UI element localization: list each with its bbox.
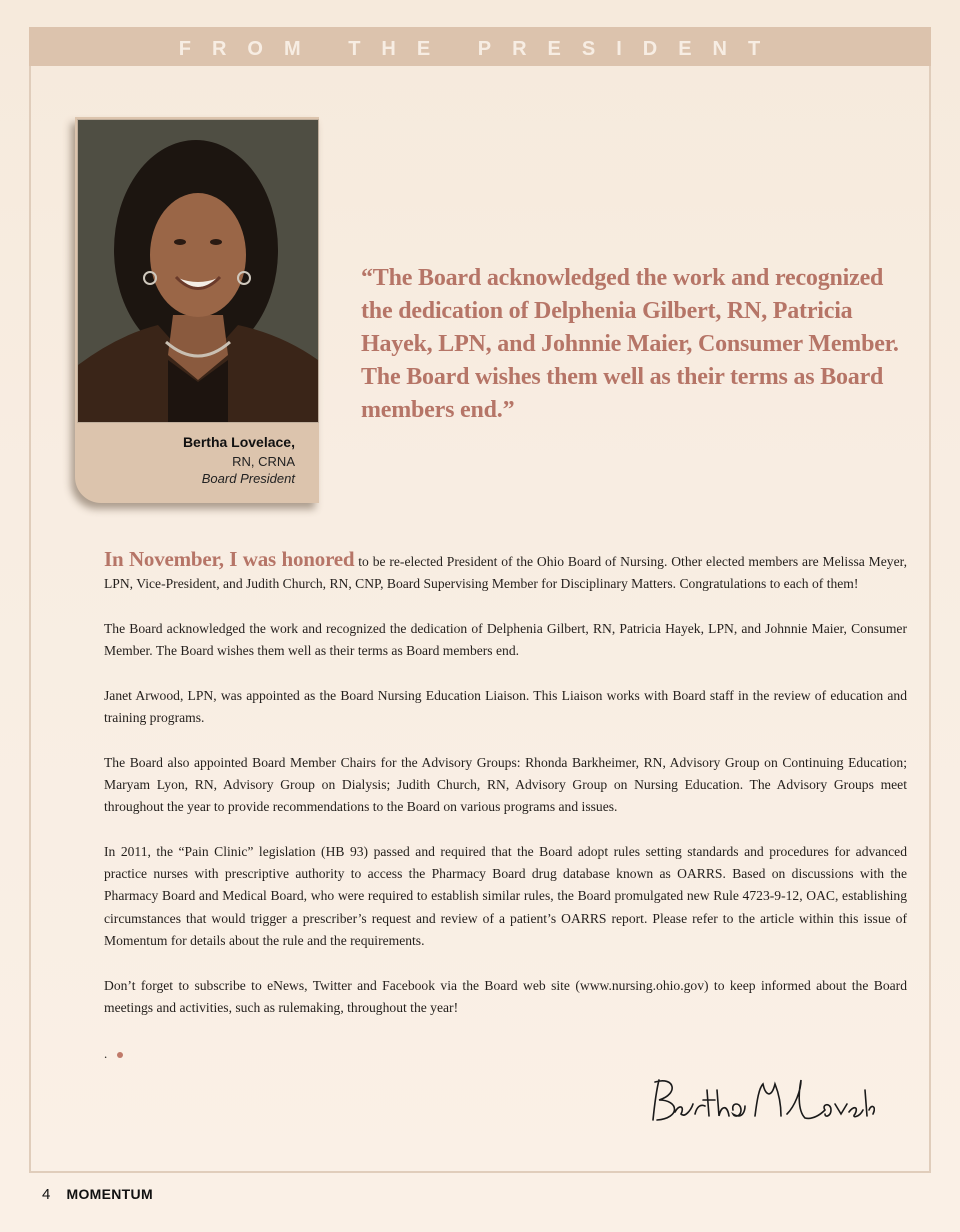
signature-image bbox=[645, 1070, 875, 1134]
president-name: Bertha Lovelace, bbox=[182, 434, 295, 450]
paragraph-4: The Board also appointed Board Member Chairs for the Advisory Groups: Rhonda Barkheimer, RN, Advisory Group on Continuing Education; Maryam Lyon, RN, Advisory Group on Dialysis; Judith Church, RN, Advisory Group on Nursing Education. The Advisory Groups meet throughout the year to provide recommendations to the Board on various programs and issues. bbox=[104, 754, 907, 815]
article-body bbox=[104, 548, 907, 1042]
president-credentials: RN, CRNA bbox=[232, 454, 295, 469]
end-period: . bbox=[104, 1046, 108, 1061]
paragraph-5: In 2011, the “Pain Clinic” legislation (HB 93) passed and required that the Board adopt rules setting standards and procedures for advanced practice nurses with prescriptive authority to access the Pharmacy Board drug database known as OARRS. Based on discussions with the Pharmacy Board and Medical Board, who were required to establish similar rules, the Board promulgated new Rule 4723-9-12, OAC, establishing circumstances that would trigger a prescriber’s request and review of a patient’s OARRS report. Please refer to the article within this issue of Momentum for details about the rule and the requirements. bbox=[104, 843, 907, 949]
paragraph-2: The Board acknowledged the work and recognized the dedication of Delphenia Gilbert, RN, Patricia Hayek, LPN, and Johnnie Maier, Consumer Member. The Board wishes them well as their terms as Board members end. bbox=[104, 620, 907, 659]
page-number: 4 bbox=[42, 1186, 51, 1203]
end-mark bbox=[104, 1046, 123, 1062]
section-header: FROM THE PRESIDENT bbox=[29, 27, 931, 66]
paragraph-3: Janet Arwood, LPN, was appointed as the Board Nursing Education Liaison. This Liaison works with Board staff in the review of education and training programs. bbox=[104, 687, 907, 726]
paragraph-1 bbox=[104, 548, 907, 596]
president-photo bbox=[77, 119, 319, 423]
page-footer bbox=[42, 1186, 153, 1203]
pull-quote: “The Board acknowledged the work and recognized the dedication of Delphenia Gilbert, RN, Patricia Hayek, LPN, and Johnnie Maier, Consumer Member. The Board wishes them well as their terms as Board members end.” bbox=[361, 265, 899, 423]
lead-in: In November, I was honored bbox=[104, 547, 355, 571]
profile-card bbox=[75, 117, 319, 503]
paragraph-1-text: to be re-elected President of the Ohio Board of Nursing. Other elected members are Melissa Meyer, LPN, Vice-President, and Judith Church, RN, CNP, Board Supervising Member for Disciplinary Matters. Congratulations to each of them! bbox=[104, 554, 907, 592]
end-bullet-icon bbox=[117, 1052, 123, 1058]
magazine-name: MOMENTUM bbox=[66, 1186, 153, 1202]
paragraph-6: Don’t forget to subscribe to eNews, Twitter and Facebook via the Board web site (www.nursing.ohio.gov) to keep informed about the Board meetings and activities, such as rulemaking, throughout the year! bbox=[104, 977, 907, 1015]
portrait-image bbox=[78, 120, 318, 422]
president-role: Board President bbox=[201, 471, 295, 486]
